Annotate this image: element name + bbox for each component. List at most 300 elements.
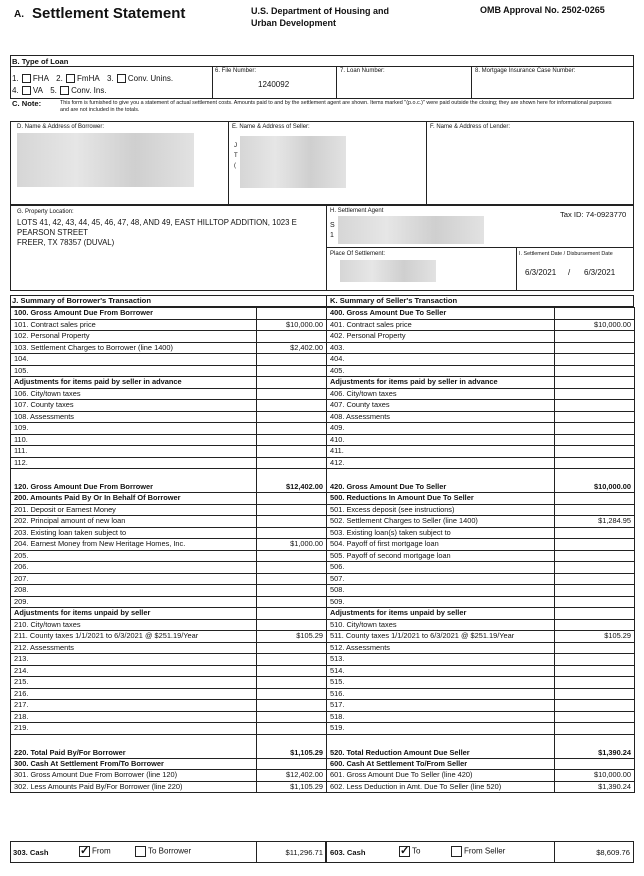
checkbox-va[interactable] <box>22 86 31 95</box>
disbursement-date: 6/3/2021 <box>584 268 616 277</box>
borrower-row-label: 103. Settlement Charges to Borrower (line 1400) <box>11 342 257 354</box>
seller-row-amount <box>555 573 635 585</box>
borrower-row-label: 105. <box>11 365 257 377</box>
seller-row-label: 401. Contract sales price <box>327 319 555 331</box>
seller-row <box>327 770 635 782</box>
borrower-seller-divider <box>228 121 229 205</box>
borrower-row <box>11 734 327 758</box>
borrower-address-label: D. Name & Address of Borrower: <box>17 124 105 130</box>
seller-row <box>327 319 635 331</box>
loan-type-options <box>12 73 212 97</box>
borrower-row-label: 301. Gross Amount Due From Borrower (line 120) <box>11 770 257 782</box>
borrower-row-label: 204. Earnest Money from New Heritage Homes, Inc. <box>11 539 257 551</box>
borrower-row-amount <box>257 677 327 689</box>
borrower-row-label: 209. <box>11 596 257 608</box>
seller-row-label: 601. Gross Amount Due To Seller (line 420) <box>327 770 555 782</box>
property-location <box>17 218 297 248</box>
seller-row-amount <box>555 434 635 446</box>
mic-divider <box>471 66 472 99</box>
borrower-row <box>11 665 327 677</box>
borrower-row <box>11 331 327 343</box>
borrower-row-label: 200. Amounts Paid By Or In Behalf Of Borrower <box>11 493 257 505</box>
borrower-row <box>11 457 327 469</box>
borrower-row-amount <box>257 665 327 677</box>
seller-row-label: 507. <box>327 573 555 585</box>
seller-row-amount <box>555 585 635 597</box>
borrower-row-label: 207. <box>11 573 257 585</box>
seller-row-amount <box>555 562 635 574</box>
seller-row-label: 514. <box>327 665 555 677</box>
borrower-row <box>11 434 327 446</box>
seller-fragment-1: J <box>234 143 237 149</box>
seller-row-label: 508. <box>327 585 555 597</box>
seller-row-amount <box>555 527 635 539</box>
seller-row <box>327 573 635 585</box>
summary-title-divider <box>326 295 327 307</box>
borrower-cash-to[interactable] <box>134 846 191 857</box>
borrower-cash-divider <box>256 841 257 863</box>
borrower-row-amount <box>257 654 327 666</box>
checkbox-conv-ins[interactable] <box>60 86 69 95</box>
seller-cash-divider <box>554 841 555 863</box>
seller-address-redacted <box>240 136 346 188</box>
borrower-row <box>11 573 327 585</box>
borrower-summary-table <box>10 307 327 793</box>
borrower-row-label: 110. <box>11 434 257 446</box>
borrower-row-amount <box>257 516 327 528</box>
seller-cash-amount: $8,609.76 <box>596 848 630 857</box>
settlement-date: 6/3/2021 <box>525 268 557 277</box>
seller-row <box>327 423 635 435</box>
loan-number-label: 7. Loan Number: <box>340 68 385 74</box>
place-of-settlement-redacted <box>340 260 436 282</box>
borrower-row-label: Adjustments for items unpaid by seller <box>11 608 257 620</box>
borrower-row-amount <box>257 596 327 608</box>
seller-lender-divider <box>426 121 427 205</box>
seller-row-amount: $1,390.24 <box>555 734 635 758</box>
seller-row-amount: $105.29 <box>555 631 635 643</box>
loan-type-va-label: VA <box>32 86 43 95</box>
checkbox-conv-unins[interactable] <box>117 74 126 83</box>
seller-row-amount <box>555 723 635 735</box>
borrower-row <box>11 469 327 493</box>
borrower-row-amount <box>257 388 327 400</box>
borrower-row-label: 120. Gross Amount Due From Borrower <box>11 469 257 493</box>
borrower-row-label: 203. Existing loan taken subject to <box>11 527 257 539</box>
seller-row-amount <box>555 608 635 620</box>
property-location-label: G. Property Location: <box>17 209 74 215</box>
borrower-row-label: 112. <box>11 457 257 469</box>
seller-row-label: 509. <box>327 596 555 608</box>
borrower-row <box>11 585 327 597</box>
checkbox-fha[interactable] <box>22 74 31 83</box>
loan-type-conv-unins-num: 3. <box>106 74 114 83</box>
borrower-row-label: 100. Gross Amount Due From Borrower <box>11 308 257 320</box>
borrower-row <box>11 493 327 505</box>
borrower-row-label: 220. Total Paid By/For Borrower <box>11 734 257 758</box>
checkbox-borrower-cash-from[interactable] <box>79 846 90 857</box>
borrower-cash-from[interactable] <box>78 846 111 857</box>
borrower-row-amount <box>257 573 327 585</box>
borrower-row-amount: $1,105.29 <box>257 734 327 758</box>
borrower-row-amount <box>257 411 327 423</box>
checkbox-fmha[interactable] <box>66 74 75 83</box>
borrower-row-amount: $1,105.29 <box>257 781 327 793</box>
borrower-row-label: 102. Personal Property <box>11 331 257 343</box>
seller-row-amount <box>555 665 635 677</box>
loan-type-va[interactable] <box>12 85 43 97</box>
seller-row <box>327 527 635 539</box>
seller-row <box>327 342 635 354</box>
note-text: This form is furnished to give you a statement of actual settlement costs. Amounts paid to and by the settlement agent are shown. Items marked "(p.o.c.)" were paid outside the closing; they are shown here for informational purposes and are not included in the totals. <box>60 100 612 113</box>
borrower-row-amount <box>257 365 327 377</box>
borrower-row-amount <box>257 493 327 505</box>
property-line-2: PEARSON STREET <box>17 228 89 237</box>
type-of-loan-divider <box>10 66 634 67</box>
borrower-cash-label: 303. Cash <box>13 848 49 857</box>
borrower-row-amount: $1,000.00 <box>257 539 327 551</box>
borrower-row <box>11 700 327 712</box>
seller-row <box>327 457 635 469</box>
seller-row-label: 519. <box>327 723 555 735</box>
seller-row <box>327 688 635 700</box>
borrower-row-amount <box>257 331 327 343</box>
seller-row <box>327 504 635 516</box>
seller-row-amount <box>555 654 635 666</box>
seller-row <box>327 446 635 458</box>
borrower-row <box>11 423 327 435</box>
borrower-row <box>11 365 327 377</box>
seller-row-label: Adjustments for items paid by seller in advance <box>327 377 555 389</box>
seller-row <box>327 654 635 666</box>
seller-row-label: 512. Assessments <box>327 642 555 654</box>
loan-type-fha-label: FHA <box>32 74 49 83</box>
seller-row <box>327 665 635 677</box>
seller-row-label: 400. Gross Amount Due To Seller <box>327 308 555 320</box>
borrower-row <box>11 504 327 516</box>
seller-row-label: 407. County taxes <box>327 400 555 412</box>
seller-row-amount <box>555 619 635 631</box>
borrower-row-label: 205. <box>11 550 257 562</box>
borrower-row-label: 101. Contract sales price <box>11 319 257 331</box>
note-label: C. Note: <box>12 99 42 108</box>
seller-row-label: 511. County taxes 1/1/2021 to 6/3/2021 @ $251.19/Year <box>327 631 555 643</box>
seller-row <box>327 539 635 551</box>
borrower-row-amount <box>257 308 327 320</box>
loan-type-conv-ins-label: Conv. Ins. <box>71 86 107 95</box>
settlement-agent-label: H. Settlement Agent <box>330 208 384 214</box>
borrower-row-amount <box>257 758 327 770</box>
borrower-row-label: 104. <box>11 354 257 366</box>
seller-row-label: 602. Less Deduction in Amt. Due To Seller (line 520) <box>327 781 555 793</box>
seller-row <box>327 365 635 377</box>
agency-name <box>251 5 411 29</box>
seller-row-amount <box>555 331 635 343</box>
seller-row-amount: $1,284.95 <box>555 516 635 528</box>
borrower-row-amount: $12,402.00 <box>257 770 327 782</box>
borrower-row <box>11 677 327 689</box>
borrower-row-amount <box>257 446 327 458</box>
borrower-row-amount <box>257 642 327 654</box>
seller-row <box>327 377 635 389</box>
seller-row <box>327 631 635 643</box>
seller-row <box>327 711 635 723</box>
seller-address-label: E. Name & Address of Seller: <box>232 124 310 130</box>
borrower-row-label: 106. City/town taxes <box>11 388 257 400</box>
borrower-row-label: 216. <box>11 688 257 700</box>
borrower-row-amount <box>257 608 327 620</box>
borrower-row <box>11 319 327 331</box>
seller-row-amount <box>555 596 635 608</box>
seller-row-label: 408. Assessments <box>327 411 555 423</box>
seller-row <box>327 388 635 400</box>
borrower-row-amount: $2,402.00 <box>257 342 327 354</box>
borrower-row-label: 219. <box>11 723 257 735</box>
mic-label: 8. Mortgage Insurance Case Number: <box>475 68 576 74</box>
seller-row <box>327 550 635 562</box>
borrower-row-label: 217. <box>11 700 257 712</box>
seller-row-amount <box>555 700 635 712</box>
seller-row <box>327 354 635 366</box>
borrower-row-amount <box>257 400 327 412</box>
borrower-row <box>11 631 327 643</box>
loan-type-fmha-label: FmHA <box>77 74 100 83</box>
borrower-row-label: 202. Principal amount of new loan <box>11 516 257 528</box>
seller-summary-title: K. Summary of Seller's Transaction <box>330 296 458 305</box>
borrower-cash-from-label: From <box>92 846 111 856</box>
seller-row-label: 403. <box>327 342 555 354</box>
checkbox-seller-cash-to[interactable] <box>399 846 410 857</box>
borrower-row <box>11 608 327 620</box>
borrower-row-amount <box>257 423 327 435</box>
seller-row-label: 513. <box>327 654 555 666</box>
seller-row-amount <box>555 457 635 469</box>
loan-type-fmha-num: 2. <box>56 74 63 83</box>
seller-cash-to-label: To <box>412 846 421 856</box>
borrower-row-amount: $12,402.00 <box>257 469 327 493</box>
seller-row-label: 515. <box>327 677 555 689</box>
borrower-row <box>11 308 327 320</box>
borrower-row <box>11 619 327 631</box>
loan-type-fha[interactable] <box>12 73 49 85</box>
omb-approval: OMB Approval No. 2502-0265 <box>480 5 605 15</box>
seller-row-label: 402. Personal Property <box>327 331 555 343</box>
seller-row <box>327 619 635 631</box>
seller-row-amount <box>555 411 635 423</box>
seller-row <box>327 493 635 505</box>
borrower-address-redacted <box>17 133 194 187</box>
seller-row-amount <box>555 354 635 366</box>
seller-row-label: 520. Total Reduction Amount Due Seller <box>327 734 555 758</box>
borrower-row-label: 107. County taxes <box>11 400 257 412</box>
seller-row <box>327 411 635 423</box>
borrower-row-label: 210. City/town taxes <box>11 619 257 631</box>
seller-row <box>327 734 635 758</box>
seller-row <box>327 758 635 770</box>
seller-row-amount <box>555 365 635 377</box>
borrower-row-amount <box>257 723 327 735</box>
loan-type-va-num: 4. <box>12 86 19 95</box>
seller-row <box>327 562 635 574</box>
agency-line-2: Urban Development <box>251 18 337 28</box>
borrower-row-label: 215. <box>11 677 257 689</box>
seller-row-amount: $10,000.00 <box>555 469 635 493</box>
seller-row-amount <box>555 504 635 516</box>
borrower-row-label: 218. <box>11 711 257 723</box>
place-of-settlement-label: Place Of Settlement: <box>330 251 386 257</box>
seller-row-label: 500. Reductions In Amount Due To Seller <box>327 493 555 505</box>
seller-row-amount <box>555 308 635 320</box>
borrower-row <box>11 446 327 458</box>
borrower-row-label: 300. Cash At Settlement From/To Borrower <box>11 758 257 770</box>
seller-cash-from-label: From Seller <box>464 846 506 856</box>
place-date-divider <box>516 247 517 291</box>
borrower-row <box>11 596 327 608</box>
seller-row-amount <box>555 377 635 389</box>
seller-row <box>327 585 635 597</box>
seller-summary-table <box>326 307 635 793</box>
borrower-row <box>11 781 327 793</box>
settlement-agent-tax-id: Tax ID: 74-0923770 <box>560 210 627 219</box>
borrower-row <box>11 642 327 654</box>
borrower-row <box>11 377 327 389</box>
seller-row <box>327 516 635 528</box>
seller-row <box>327 642 635 654</box>
statement-header <box>0 0 644 50</box>
checkbox-seller-cash-from[interactable] <box>451 846 462 857</box>
seller-row-label: 502. Settlement Charges to Seller (line 1400) <box>327 516 555 528</box>
seller-row-amount <box>555 642 635 654</box>
seller-row-label: 404. <box>327 354 555 366</box>
file-number-label: 6. File Number: <box>215 68 257 74</box>
borrower-row-amount <box>257 700 327 712</box>
seller-row-label: 409. <box>327 423 555 435</box>
seller-row-amount <box>555 342 635 354</box>
borrower-row <box>11 562 327 574</box>
borrower-row-amount <box>257 504 327 516</box>
loan-number-divider <box>336 66 337 99</box>
loan-type-conv-unins[interactable] <box>107 73 173 85</box>
seller-row-label: 411. <box>327 446 555 458</box>
loan-type-conv-ins[interactable] <box>50 85 106 97</box>
file-number-divider <box>212 66 213 99</box>
seller-row-label: 420. Gross Amount Due To Seller <box>327 469 555 493</box>
seller-row-label: 405. <box>327 365 555 377</box>
seller-row <box>327 700 635 712</box>
borrower-row-amount <box>257 527 327 539</box>
seller-row-label: 516. <box>327 688 555 700</box>
borrower-cash-amount: $11,296.71 <box>285 848 323 857</box>
seller-row-label: 506. <box>327 562 555 574</box>
seller-row <box>327 308 635 320</box>
seller-row-label: 406. City/town taxes <box>327 388 555 400</box>
seller-row <box>327 469 635 493</box>
seller-fragment-3: ( <box>234 163 236 169</box>
borrower-cash-to-label: To Borrower <box>148 846 192 856</box>
seller-row-label: 518. <box>327 711 555 723</box>
seller-row-amount <box>555 711 635 723</box>
borrower-row-label: 201. Deposit or Earnest Money <box>11 504 257 516</box>
seller-cash-to[interactable] <box>398 846 420 857</box>
borrower-row <box>11 516 327 528</box>
borrower-row-amount <box>257 688 327 700</box>
seller-row-label: 410. <box>327 434 555 446</box>
seller-row-amount <box>555 446 635 458</box>
borrower-row <box>11 711 327 723</box>
seller-row <box>327 596 635 608</box>
seller-row-label: 510. City/town taxes <box>327 619 555 631</box>
agent-place-divider <box>326 247 634 248</box>
checkbox-borrower-cash-to[interactable] <box>135 846 146 857</box>
settlement-agent-redacted <box>338 216 484 244</box>
seller-row-label: 505. Payoff of second mortgage loan <box>327 550 555 562</box>
borrower-row-amount <box>257 619 327 631</box>
seller-row-label: 504. Payoff of first mortgage loan <box>327 539 555 551</box>
seller-row-amount <box>555 400 635 412</box>
borrower-row-label: 212. Assessments <box>11 642 257 654</box>
seller-row-amount: $1,390.24 <box>555 781 635 793</box>
loan-type-fha-num: 1. <box>12 74 19 83</box>
borrower-row <box>11 342 327 354</box>
borrower-row <box>11 388 327 400</box>
borrower-row-label: 109. <box>11 423 257 435</box>
borrower-row <box>11 550 327 562</box>
borrower-row-label: 214. <box>11 665 257 677</box>
borrower-row-amount <box>257 562 327 574</box>
seller-row-amount <box>555 688 635 700</box>
seller-cash-from[interactable] <box>450 846 505 857</box>
borrower-row <box>11 688 327 700</box>
borrower-row-amount <box>257 585 327 597</box>
loan-type-conv-ins-num: 5. <box>50 86 57 95</box>
seller-row-amount <box>555 550 635 562</box>
seller-row <box>327 677 635 689</box>
date-separator: / <box>568 268 571 277</box>
type-of-loan-label: B. Type of Loan <box>12 57 69 66</box>
seller-row-amount <box>555 388 635 400</box>
borrower-row-label: 208. <box>11 585 257 597</box>
agency-line-1: U.S. Department of Housing and <box>251 6 390 16</box>
borrower-row-amount <box>257 457 327 469</box>
seller-row-amount <box>555 539 635 551</box>
borrower-row <box>11 723 327 735</box>
borrower-row-label: 206. <box>11 562 257 574</box>
borrower-row-label: 213. <box>11 654 257 666</box>
seller-cash-label: 603. Cash <box>330 848 366 857</box>
property-line-3: FREER, TX 78357 (DUVAL) <box>17 238 115 247</box>
borrower-row <box>11 758 327 770</box>
borrower-summary-title: J. Summary of Borrower's Transaction <box>12 296 151 305</box>
loan-type-fmha[interactable] <box>56 73 100 85</box>
borrower-row-amount <box>257 354 327 366</box>
form-title: Settlement Statement <box>32 5 186 22</box>
seller-row-label: 501. Excess deposit (see instructions) <box>327 504 555 516</box>
seller-row-amount <box>555 423 635 435</box>
seller-row-label: 517. <box>327 700 555 712</box>
borrower-row <box>11 539 327 551</box>
borrower-row-label: 111. <box>11 446 257 458</box>
borrower-row-label: 108. Assessments <box>11 411 257 423</box>
borrower-row <box>11 400 327 412</box>
file-number-value: 1240092 <box>258 80 290 89</box>
section-a-letter: A. <box>14 9 24 20</box>
borrower-row-amount: $105.29 <box>257 631 327 643</box>
seller-row-label: 600. Cash At Settlement To/From Seller <box>327 758 555 770</box>
agent-fragment-2: 1 <box>330 232 334 239</box>
seller-row-label: Adjustments for items unpaid by seller <box>327 608 555 620</box>
borrower-row-amount <box>257 711 327 723</box>
borrower-row-label: Adjustments for items paid by seller in advance <box>11 377 257 389</box>
